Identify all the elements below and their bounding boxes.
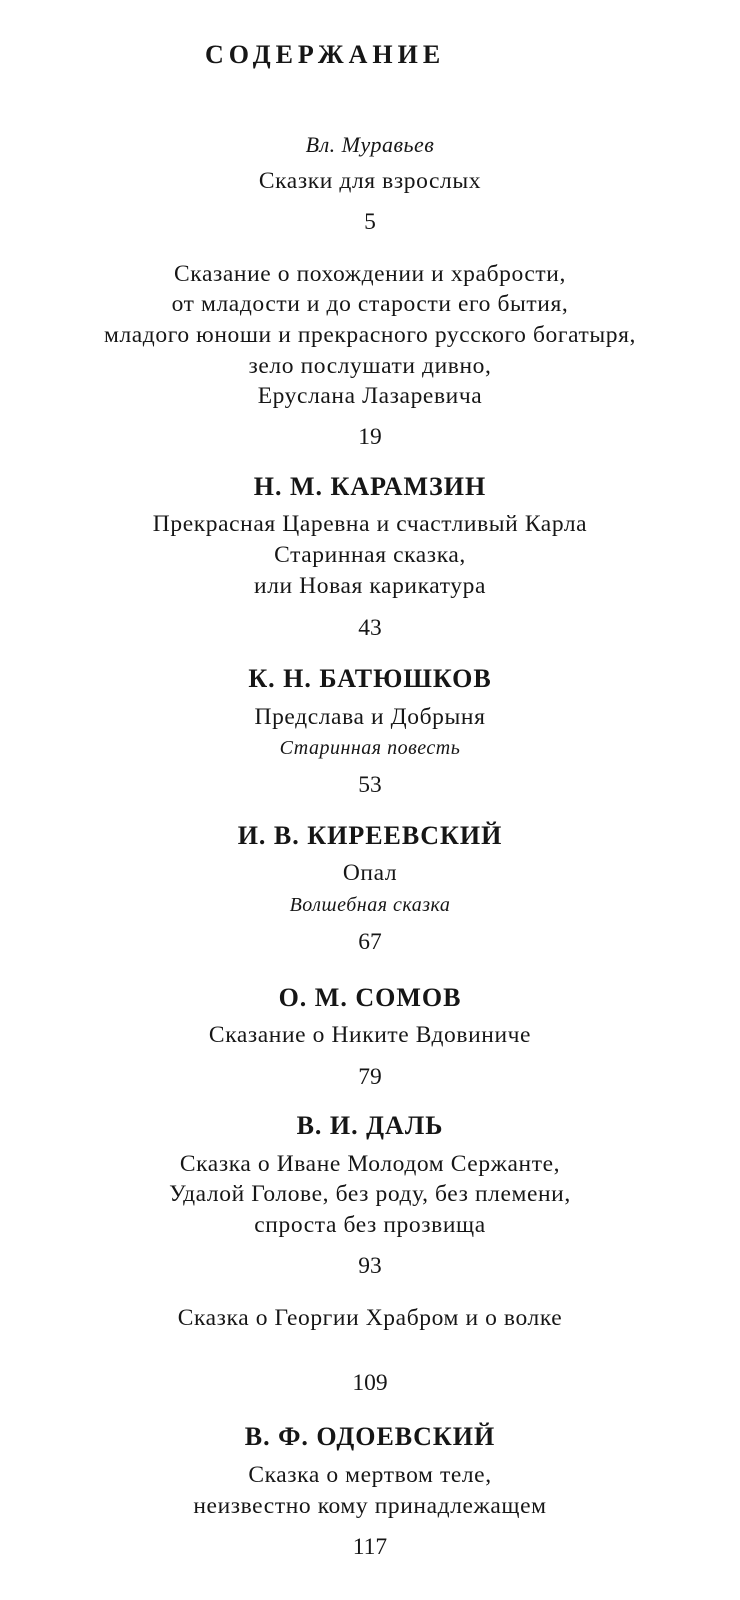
toc-entry-author: Н. М. КАРАМЗИН <box>253 472 487 501</box>
toc-entry-subtitle: Волшебная сказка <box>289 894 451 916</box>
toc-entry-page: 5 <box>364 209 376 235</box>
toc-entry-title: Сказки для взрослых <box>258 168 482 194</box>
toc-entry-title-line: Сказка о Иване Молодом Сержанте, <box>179 1151 561 1177</box>
toc-entry-title-line: Старинная сказка, <box>274 542 466 568</box>
toc-entry-page: 43 <box>358 615 382 641</box>
toc-entry-title: Предслава и Добрыня <box>254 704 486 730</box>
toc-entry-author: К. Н. БАТЮШКОВ <box>248 664 492 693</box>
toc-entry-title-line: неизвестно кому принадлежащем <box>193 1493 547 1519</box>
toc-entry-title-line: или Новая карикатура <box>254 573 486 599</box>
toc-entry-title: Опал <box>342 860 398 886</box>
toc-entry-page: 79 <box>358 1064 382 1090</box>
toc-entry-page: 53 <box>358 772 382 798</box>
toc-entry-title-line: Сказание о похождении и храбрости, <box>174 261 566 287</box>
toc-entry-title: Сказка о Георгии Храбром и о волке <box>177 1305 563 1331</box>
toc-entry-author: О. М. СОМОВ <box>278 983 462 1012</box>
toc-entry-author: В. И. ДАЛЬ <box>296 1111 444 1140</box>
toc-entry-title-line: Удалой Голове, без роду, без племени, <box>169 1181 571 1207</box>
toc-entry-subtitle: Старинная повесть <box>279 737 461 759</box>
toc-entry-author: В. Ф. ОДОЕВСКИЙ <box>244 1422 496 1451</box>
toc-entry-page: 109 <box>352 1370 388 1396</box>
toc-entry-page: 67 <box>358 929 382 955</box>
toc-entry-page: 93 <box>358 1253 382 1279</box>
toc-entry-author: И. В. КИРЕЕВСКИЙ <box>237 821 503 850</box>
page-title: СОДЕРЖАНИЕ <box>205 40 446 69</box>
toc-entry-title-line: Прекрасная Царевна и счастливый Карла <box>152 511 588 537</box>
toc-entry-page: 19 <box>358 424 382 450</box>
toc-entry-author: Вл. Муравьев <box>305 132 435 157</box>
toc-entry-page: 117 <box>352 1534 388 1560</box>
toc-entry-title-line: спроста без прозвища <box>254 1212 486 1238</box>
toc-entry-title-line: Сказка о мертвом теле, <box>248 1462 492 1488</box>
toc-entry-title-line: зело послушати дивно, <box>248 353 492 379</box>
toc-entry-title-line: Еруслана Лазаревича <box>257 383 483 409</box>
toc-entry-title-line: от младости и до старости его бытия, <box>171 291 569 317</box>
toc-entry-title: Сказание о Никите Вдовиниче <box>208 1022 532 1048</box>
toc-entry-title-line: младого юноши и прекрасного русского богатыря, <box>103 322 637 348</box>
